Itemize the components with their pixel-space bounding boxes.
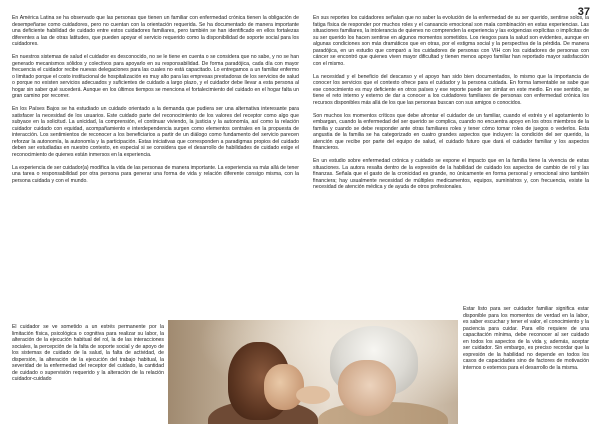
- caregiver-photo: [168, 320, 458, 424]
- paragraph-rest-support: La necesidad y el beneficio del descanso y el apoyo han sido bien documentados, lo mismo que la importancia de conocer los servicios que el contexto ofrece para el cuidador y la persona cuidada. En forma lamentable se sabe que ese conocimiento es muy deficiente en otros países y ese reporte puede ser similar en este medio. En ese sentido, se tiene el reto interno y externo de dar a conocer a los cuidadores familiares de personas con enfermedad crónica los recursos disponibles más allá de los que las personas buscan con sus amigos o conocidos.: [313, 73, 589, 106]
- paragraph-critical-moments: Son muchos los momentos críticos que debe afrontar el cuidador de un familiar, cuando el estrés y el agotamiento lo embargan, cuando la enfermedad del ser querido se complica, cuando no encuentra apoyo en los otros miembros de la familia y cuando se debe responder ante otras familiares roles y tener cómo tomar roles de juegos o vederlos. Esta angustia de la familia se ha categorizado en cuatro grandes aspectos que incluyen: la condición del ser querido, la atención que recibe por parte del equipo de salud, el cuidado futuro que dará el cuidador familiar y los aspectos financieros.: [313, 112, 589, 152]
- paragraph-netherlands: En los Países Bajos se ha estudiado un cuidado orientado a la demanda que pudiera ser una alternativa interesante para satisfacer la necesidad de los usuarios. Este cuidado parte del reconocimiento de los valores del receptor como algo que subyace en la solicitud. La unicidad, la comprensión, el continuar viviendo, la justicia y la autonomía, así como la relación cuidador cuidado con equidad, acompañamiento e interdependencia surgen como elementos centrales en la propuesta de interacción. Los sentimientos de reconocer a los beneficiarios a partir de un diálogo como fundamento del servicio parecen reforzar la autonomía, la autonomía y la participación. Estas iniciativas que corresponden a paradigmas propios del cuidado deben ser estudiadas en nuestro contexto, en especial si se considera que el desarrollo de habilidades de cuidado exige el reconocimiento de quienes están inmersos en la experiencia.: [12, 106, 299, 158]
- paragraph-health-systems: En nuestros sistemas de salud el cuidador es desconocido, no se le tiene en cuenta o se considera que no sabe, y no se han generado mecanismos sólidos y colectivos para apoyarlo en su responsabilidad. De forma paradójica, cada día con mayor frecuencia el cuidador recibe nuevas delegaciones para las cuales no está capacitado. Lo entregamos a un familiar enfermo o limitado porque el costo institucional de hospitalización es muy alto para las empresas prestadoras de los servicios de salud o porque no existen servicios adecuados y suficientes de cuidado a largo plazo, y el cuidador debe llevar a esta persona al hogar sin saber qué sucederá. Aunque en los últimos tiempos se menciona el fortalecimiento del cuidado en el hogar falta un gran camino por recorrer.: [12, 54, 299, 100]
- page-number: 37: [577, 6, 590, 18]
- left-column: [12, 15, 299, 191]
- paragraph-latin-america: En América Latina se ha observado que las personas que tienen un familiar con enfermedad crónica tienen la obligación de desempeñarse como cuidadores, pero no cuentan con la orientación requerida. Se ha documentado de manera importante una deficiente habilidad de cuidado entre estos cuidadores familiares, pero también se han identificado en ellos fortalezas diferentes a las de otras latitudes, que pueden apoyar el servicio requerido como la disponibilidad de soporte social para los cuidadores.: [12, 15, 299, 48]
- paragraph-caregiver-stress: El cuidador se ve sometido a un estrés permanente por la limitación física, psicológica o cognitiva para realizar su labor, la alteración de la ejecución habitual del rol, la de las interacciones sociales, la percepción de la falta de soporte social y de apoyo de los sistemas de cuidado de la salud, la falta de actividad, de dispersión, la alteración de la ejecución del trabajo habitual, la severidad de la enfermedad del receptor del cuidado, la cantidad de cuidado o supervisión requerido y la alteración de la relación cuidador-cuidado: [12, 324, 164, 383]
- right-column: [313, 15, 589, 197]
- paragraph-chronic-illness-study: En un estudio sobre enfermedad crónica y cuidado se expone el impacto que en la familia tiene la vivencia de estas situaciones. La autora resalta dentro de la expresión de la habilidad de cuidado los aspectos de cambio de rol y las finanzas. Señala que el gasto de la cronicidad es grande, no únicamente en forma personal y emocional sino también financiera; hay usualmente necesidad de múltiples medicamentos, equipos, suministros y, con frecuencia, existe la necesidad de atención médica y de ayuda de otros profesionales.: [313, 158, 589, 191]
- paragraph-caregiver-experience: La experiencia de ser cuidador(a) modifica la vida de las personas de manera importante. La experiencia va más allá de tener una tarea o responsabilidad por otra persona para generar una forma de vida y relación diferente consigo misma, con la persona cuidada y con el mundo.: [12, 164, 299, 184]
- paragraph-caregiver-reports: En sus reportes los cuidadores señalan que no saber la evolución de la enfermedad de su ser querido, sentirse solos, la fatiga física de responder por muchos roles y el cansancio emocional son mala combinación en estas experiencias. Las situaciones familiares, la intolerancia de quienes no comprenden la experiencia y las exigencias explícitas o implícitas de su ser querido los hacen sentirse en algunos momentos sometidos. Los riesgos para la salud son evidentes, aunque en algunas condiciones son más dramáticos que en otras, por el estigma social y la perspectiva de la pérdida. De manera paradójica, en un estudio que comparó a los cuidadores de personas con VIH con los cuidadores de personas con cáncer se encontró que quienes viven mayor dificultad y tienen menos apoyo familiar han reportado mayor satisfacción con el mismo.: [313, 15, 589, 67]
- paragraph-ready-to-care: Estar listo para ser cuidador familiar significa estar disponible para los momentos de verdad en la labor, es saber escuchar y tener el valor, el conocimiento y la paciencia para cuidar. Para ello requiere de una capacitación mínima, debe reconocer al ser cuidado en todos los aspectos de la vida y, además, aceptar ser cuidador. Sin embargo, es preciso recordar que la expresión de la habilidad no depende en todos los casos de capacidades sino de factores de motivación internos o externos para el desarrollo de la misma.: [463, 306, 589, 371]
